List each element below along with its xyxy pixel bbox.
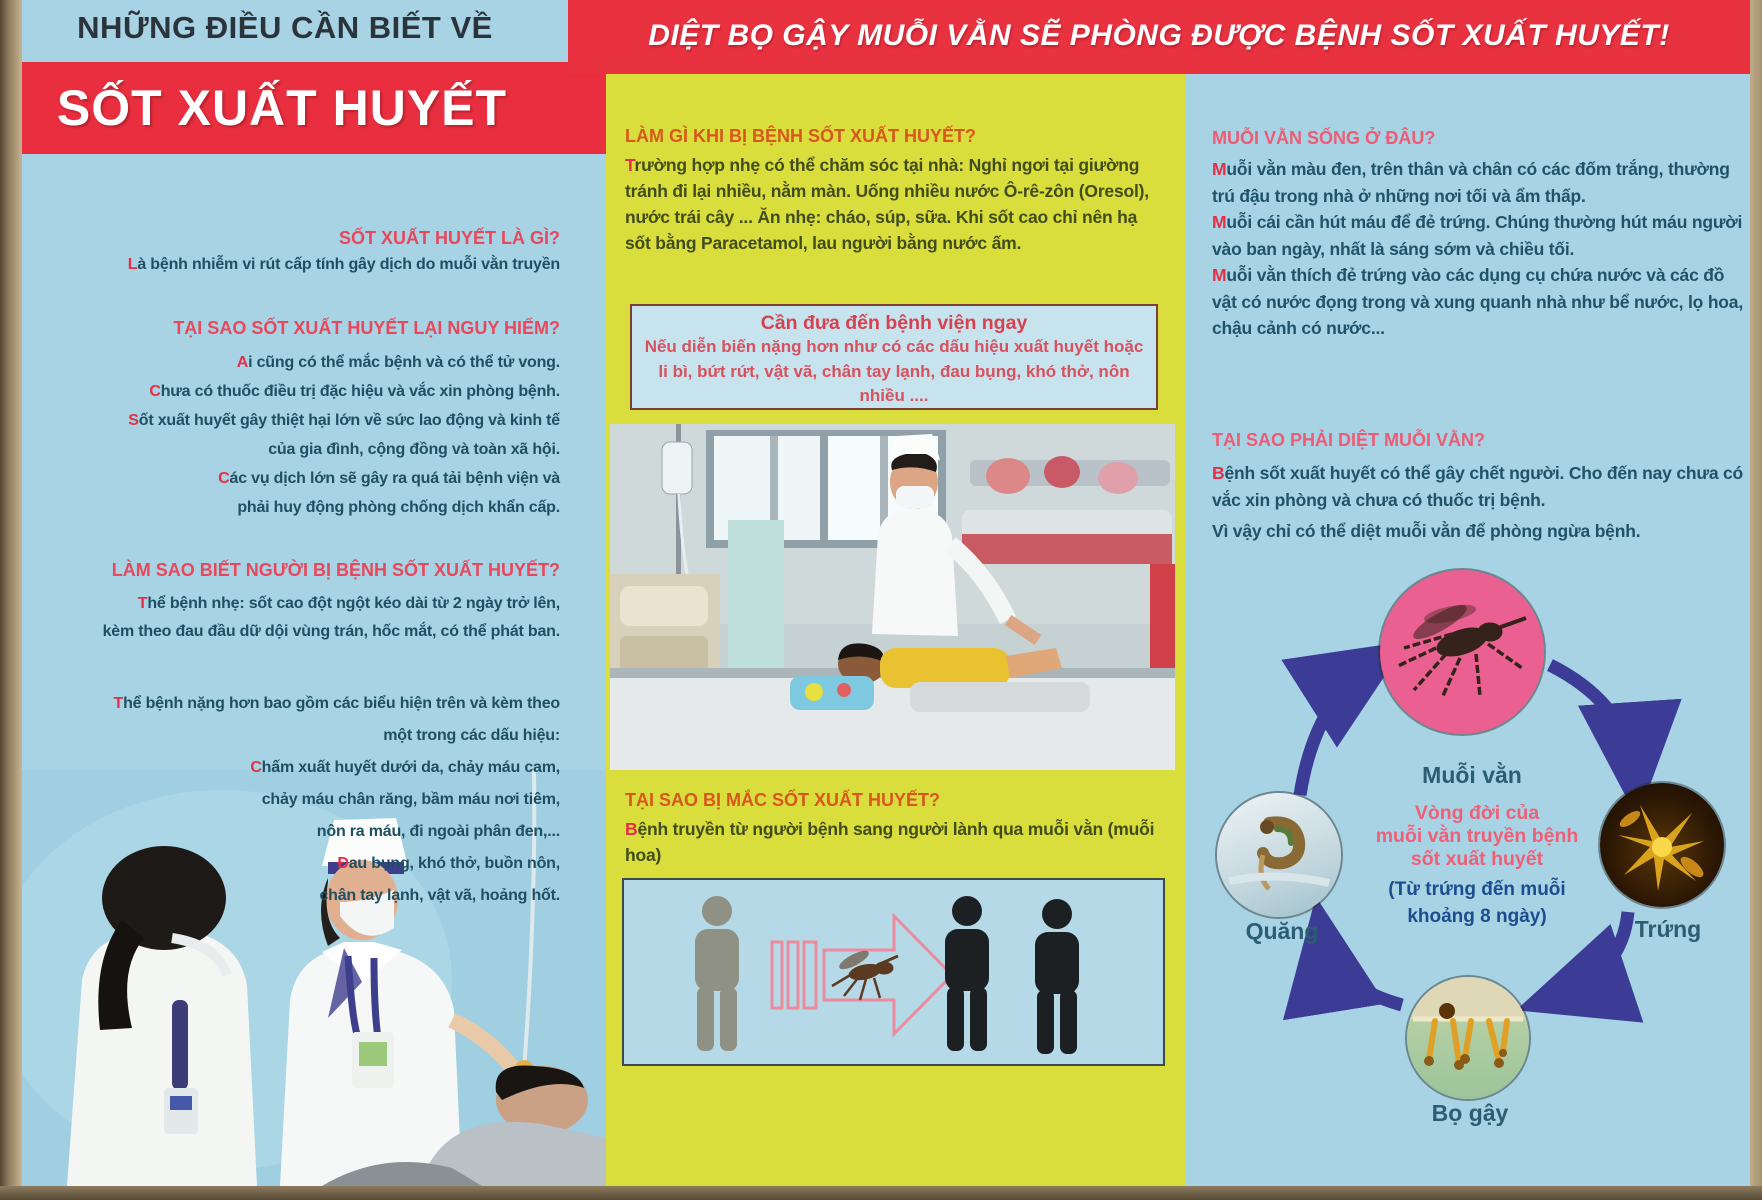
section-heading-where-mosquito-lives: MUỖI VẰN SỐNG Ở ĐÂU?	[1212, 128, 1436, 148]
body-line: Thể bệnh nặng hơn bao gồm các biểu hiện trên và kèm theo	[113, 695, 560, 712]
section-heading-what-to-do: LÀM GÌ KHI BỊ BỆNH SỐT XUẤT HUYẾT?	[625, 126, 976, 146]
table-edge-bottom	[0, 1186, 1762, 1200]
stage-label-mosquito: Muỗi vằn	[1422, 762, 1522, 788]
stage-label-larva: Bọ gậy	[1431, 1100, 1509, 1126]
body-line: phải huy động phòng chống dịch khẩn cấp.	[237, 499, 560, 516]
section-heading-why-dangerous: TẠI SAO SỐT XUẤT HUYẾT LẠI NGUY HIỂM?	[173, 318, 560, 338]
body-line: Các vụ dịch lớn sẽ gây ra quá tải bệnh viện và	[218, 470, 560, 487]
body-line: của gia đình, cộng đồng và toàn xã hội.	[268, 441, 560, 458]
body-line: Sốt xuất huyết gây thiệt hại lớn về sức lao động và kinh tế	[128, 412, 560, 429]
hospital-photo	[610, 424, 1175, 770]
section-heading-why-kill-mosquito: TẠI SAO PHẢI DIỆT MUỖI VẰN?	[1212, 430, 1486, 450]
eggs-photo-icon	[1600, 783, 1724, 907]
section-heading-what-is: SỐT XUẤT HUYẾT LÀ GÌ?	[338, 228, 560, 248]
section-heading-how-to-know: LÀM SAO BIẾT NGƯỜI BỊ BỆNH SỐT XUẤT HUYẾT?	[111, 560, 560, 580]
title-ribbon	[22, 62, 606, 154]
body-line: một trong các dấu hiệu:	[383, 727, 560, 744]
larva-photo-icon	[1407, 977, 1529, 1099]
section-body-why-kill-p1: Bệnh sốt xuất huyết có thể gây chết người. Cho đến nay chưa có vắc xin phòng và chưa có thuốc trị bệnh.	[1212, 463, 1744, 510]
body-line: kèm theo đau đầu dữ dội vùng trán, hốc mắt, có thể phát ban.	[102, 623, 560, 640]
section-body-why-dangerous	[28, 348, 560, 522]
mosquito-photo-icon	[1380, 570, 1544, 734]
body-line: Thể bệnh nhẹ: sốt cao đột ngột kéo dài từ 2 ngày trở lên,	[137, 595, 560, 612]
life-cycle-title-line: muỗi vằn truyền bệnh	[1375, 825, 1579, 847]
body-line: Chưa có thuốc điều trị đặc hiệu và vắc xin phòng bệnh.	[149, 383, 560, 400]
stage-photo-eggs	[1600, 783, 1724, 907]
table-edge-right	[1750, 0, 1762, 1200]
table-edge-left	[0, 0, 22, 1200]
life-cycle-note-line: khoảng 8 ngày)	[1407, 906, 1547, 927]
section-heading-why-infected: TẠI SAO BỊ MẮC SỐT XUẤT HUYẾT?	[625, 790, 940, 810]
life-cycle-note-line: (Từ trứng đến muỗi	[1388, 879, 1566, 900]
life-cycle-title-line: sốt xuất huyết	[1410, 848, 1544, 870]
leaflet-kicker: NHỮNG ĐIỀU CẦN BIẾT VỀ	[77, 10, 493, 45]
stage-photo-larva	[1407, 977, 1529, 1099]
section-body-why-kill-p2: Vì vậy chỉ có thể diệt muỗi vằn để phòng ngừa bệnh.	[1212, 521, 1641, 541]
life-cycle-title-line: Vòng đời của	[1414, 802, 1540, 824]
life-cycle-title	[1327, 802, 1627, 871]
stage-label-eggs: Trứng	[1634, 916, 1702, 942]
body-line: chân tay lạnh, vật vã, hoảng hốt.	[319, 887, 560, 904]
body-line: Đau bụng, khó thở, buồn nôn,	[337, 855, 560, 872]
alert-body: Nếu diễn biến nặng hơn như có các dấu hiệu xuất huyết hoặc li bì, bứt rứt, vật vã, chân tay lạnh, đau bụng, khó thở, nôn nhiều ....	[644, 337, 1144, 405]
body-line: Là bệnh nhiễm vi rút cấp tính gây dịch do muỗi vằn truyền	[127, 256, 560, 273]
life-cycle-duration-note	[1327, 876, 1627, 930]
body-paragraph: Muỗi cái cần hút máu để đẻ trứng. Chúng thường hút máu người vào ban ngày, nhất là sáng sớm và chiều tối.	[1212, 212, 1743, 259]
section-body-where-mosquito-lives	[1212, 156, 1747, 342]
body-line: chảy máu chân răng, bầm máu nơi tiêm,	[261, 791, 560, 808]
transmission-diagram	[622, 878, 1165, 1066]
alert-title: Cần đưa đến bệnh viện ngay	[760, 312, 1028, 334]
section-body-mild-form	[28, 590, 560, 646]
pupa-photo-icon	[1217, 793, 1341, 917]
section-body-what-is	[28, 256, 560, 274]
hospital-alert-box	[630, 304, 1158, 410]
section-body-severe-form	[28, 688, 560, 912]
stage-label-pupa: Quăng	[1245, 918, 1319, 944]
campaign-banner: DIỆT BỌ GẬY MUỖI VẰN SẼ PHÒNG ĐƯỢC BỆNH SỐT XUẤT HUYẾT!	[568, 0, 1750, 74]
section-body-what-to-do: Trường hợp nhẹ có thể chăm sóc tại nhà: Nghỉ ngơi tại giường tránh đi lại nhiều, nằm màn. Uống nhiều nước Ô-rê-zôn (Oresol), nước trái cây ... Ăn nhẹ: cháo, súp, sữa. Khi sốt cao chỉ nên hạ sốt bằng Paracetamol, lau người bằng nước ấm.	[625, 155, 1149, 253]
body-line: nôn ra máu, đi ngoài phân đen,...	[316, 823, 560, 840]
body-line: Ai cũng có thể mắc bệnh và có thể tử vong.	[236, 354, 560, 371]
body-paragraph: Muỗi vằn thích đẻ trứng vào các dụng cụ chứa nước và các đồ vật có nước đọng trong và xung quanh nhà như bể nước, lọ hoa, chậu cảnh có nước...	[1212, 265, 1743, 338]
stage-photo-pupa	[1217, 793, 1341, 917]
body-paragraph: Muỗi vằn màu đen, trên thân và chân có các đốm trắng, thường trú đậu trong nhà ở những nơi tối và ẩm thấp.	[1212, 159, 1730, 206]
body-line: Chấm xuất huyết dưới da, chảy máu cam,	[250, 759, 560, 776]
stage-photo-mosquito	[1380, 570, 1544, 734]
leaflet-title: SỐT XUẤT HUYẾT	[56, 80, 508, 136]
section-body-why-infected: Bệnh truyền từ người bệnh sang người lành qua muỗi vằn (muỗi hoa)	[625, 819, 1155, 865]
